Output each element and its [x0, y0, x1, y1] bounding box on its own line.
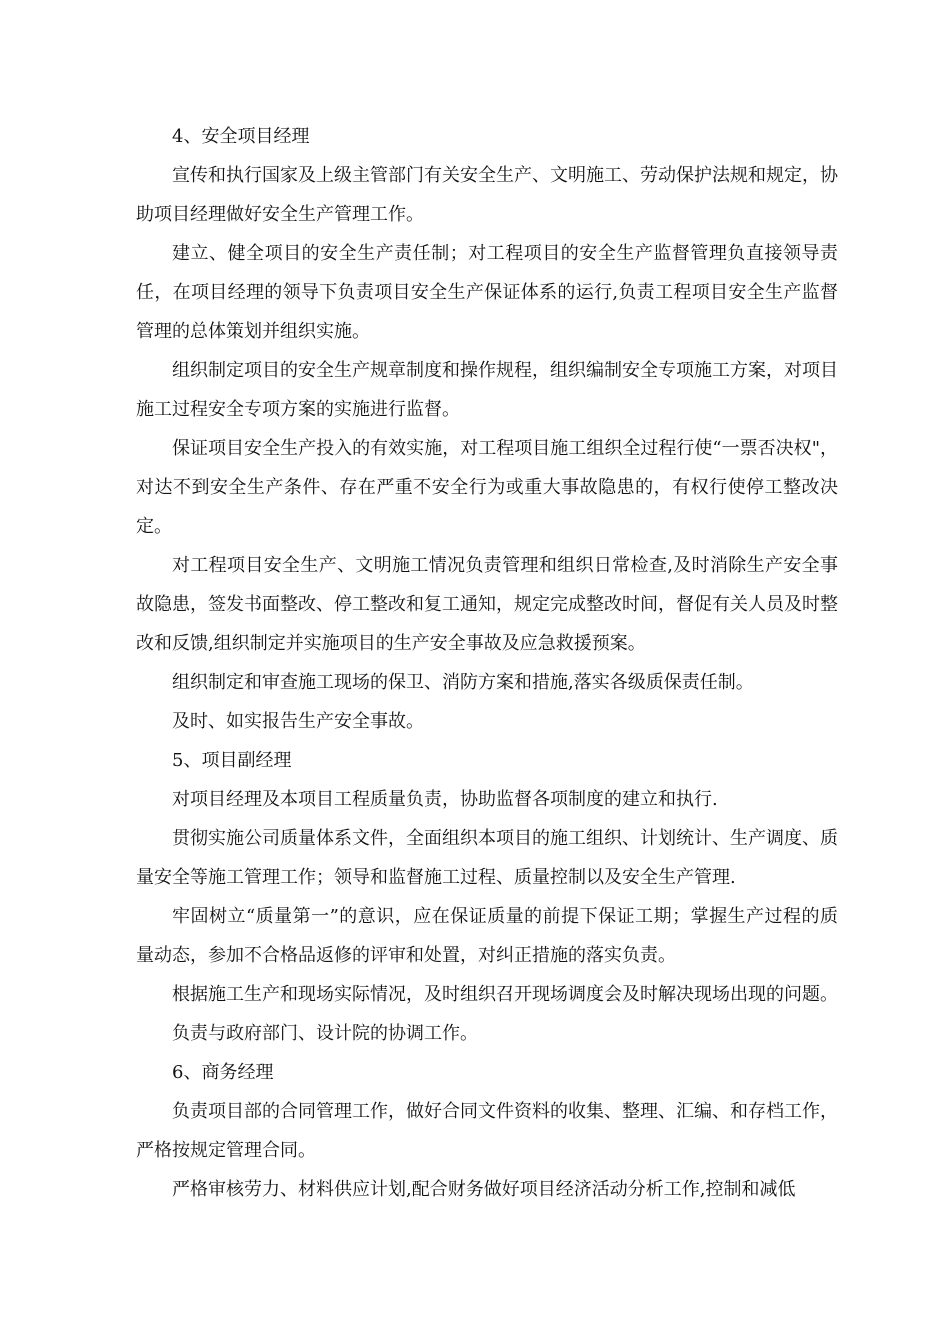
paragraph: 对工程项目安全生产、文明施工情况负责管理和组织日常检查,及时消除生产安全事故隐患，签发书面整改、停工整改和复工通知，规定完成整改时间，督促有关人员及时整改和反馈,组织制定并实施项目的生产安全事故及应急救援预案。 — [136, 555, 838, 654]
section-heading-business-manager: 6、商务经理 — [172, 1062, 274, 1083]
paragraph: 对项目经理及本项目工程质量负责，协助监督各项制度的建立和执行. — [172, 789, 718, 810]
paragraph: 负责与政府部门、设计院的协调工作。 — [172, 1023, 478, 1044]
paragraph: 保证项目安全生产投入的有效实施，对工程项目施工组织全过程行使“一票否决权"，对达不到安全生产条件、存在严重不安全行为或重大事故隐患的，有权行使停工整改决定。 — [136, 438, 838, 537]
document-body — [136, 117, 838, 1209]
paragraph: 及时、如实报告生产安全事故。 — [172, 711, 424, 732]
paragraph: 负责项目部的合同管理工作，做好合同文件资料的收集、整理、汇编、和存档工作，严格按规定管理合同。 — [136, 1101, 838, 1161]
paragraph: 宣传和执行国家及上级主管部门有关安全生产、文明施工、劳动保护法规和规定，协助项目经理做好安全生产管理工作。 — [136, 165, 838, 225]
paragraph: 牢固树立“质量第一”的意识，应在保证质量的前提下保证工期；掌握生产过程的质量动态，参加不合格品返修的评审和处置，对纠正措施的落实负责。 — [136, 906, 838, 966]
paragraph: 组织制定项目的安全生产规章制度和操作规程，组织编制安全专项施工方案，对项目施工过程安全专项方案的实施进行监督。 — [136, 360, 838, 420]
paragraph: 建立、健全项目的安全生产责任制；对工程项目的安全生产监督管理负直接领导责任，在项目经理的领导下负责项目安全生产保证体系的运行,负责工程项目安全生产监督管理的总体策划并组织实施。 — [136, 243, 838, 342]
paragraph: 严格审核劳力、材料供应计划,配合财务做好项目经济活动分析工作,控制和减低 — [172, 1179, 796, 1200]
paragraph: 组织制定和审查施工现场的保卫、消防方案和措施,落实各级质保责任制。 — [172, 672, 754, 693]
section-heading-safety-manager: 4、安全项目经理 — [172, 126, 310, 147]
section-heading-deputy-manager: 5、项目副经理 — [172, 750, 292, 771]
paragraph: 贯彻实施公司质量体系文件，全面组织本项目的施工组织、计划统计、生产调度、质量安全等施工管理工作；领导和监督施工过程、质量控制以及安全生产管理. — [136, 828, 838, 888]
paragraph: 根据施工生产和现场实际情况，及时组织召开现场调度会及时解决现场出现的问题。 — [172, 984, 838, 1005]
